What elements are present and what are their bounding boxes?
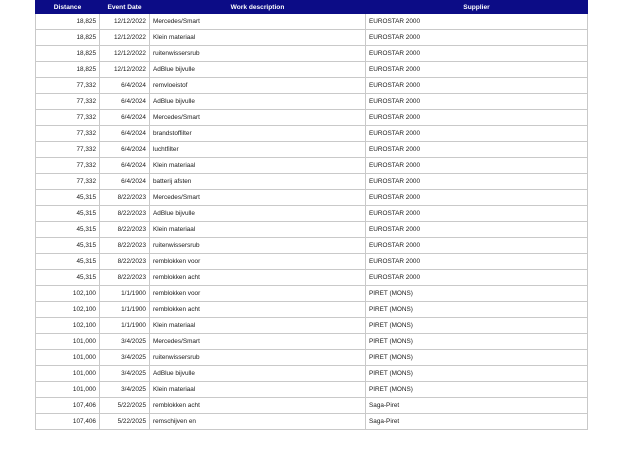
cell-distance: 77,332 <box>36 174 100 190</box>
cell-supplier: EUROSTAR 2000 <box>366 46 588 62</box>
table-row[interactable] <box>36 238 588 254</box>
cell-distance: 101,000 <box>36 382 100 398</box>
header-distance[interactable]: Distance <box>36 1 100 14</box>
table-row[interactable] <box>36 382 588 398</box>
table-row[interactable] <box>36 398 588 414</box>
cell-event-date: 1/1/1900 <box>100 286 150 302</box>
cell-event-date: 12/12/2022 <box>100 62 150 78</box>
cell-distance: 18,825 <box>36 30 100 46</box>
cell-supplier: EUROSTAR 2000 <box>366 14 588 30</box>
cell-supplier: PIRET (MONS) <box>366 350 588 366</box>
cell-supplier: Saga-Piret <box>366 414 588 430</box>
cell-distance: 77,332 <box>36 78 100 94</box>
cell-event-date: 8/22/2023 <box>100 238 150 254</box>
cell-work-description: Klein materiaal <box>150 382 366 398</box>
cell-supplier: EUROSTAR 2000 <box>366 126 588 142</box>
cell-supplier: EUROSTAR 2000 <box>366 142 588 158</box>
cell-distance: 45,315 <box>36 270 100 286</box>
table-row[interactable] <box>36 78 588 94</box>
table-body <box>36 14 588 430</box>
cell-distance: 45,315 <box>36 254 100 270</box>
cell-supplier: PIRET (MONS) <box>366 366 588 382</box>
cell-event-date: 1/1/1900 <box>100 302 150 318</box>
cell-event-date: 8/22/2023 <box>100 190 150 206</box>
cell-supplier: EUROSTAR 2000 <box>366 94 588 110</box>
cell-event-date: 6/4/2024 <box>100 142 150 158</box>
cell-work-description: remblokken acht <box>150 398 366 414</box>
cell-supplier: EUROSTAR 2000 <box>366 206 588 222</box>
cell-event-date: 5/22/2025 <box>100 414 150 430</box>
cell-work-description: remblokken acht <box>150 270 366 286</box>
cell-event-date: 8/22/2023 <box>100 206 150 222</box>
cell-supplier: EUROSTAR 2000 <box>366 30 588 46</box>
table-header <box>36 1 588 14</box>
cell-work-description: remblokken voor <box>150 286 366 302</box>
cell-work-description: brandstoffilter <box>150 126 366 142</box>
cell-work-description: Klein materiaal <box>150 318 366 334</box>
cell-supplier: EUROSTAR 2000 <box>366 110 588 126</box>
cell-distance: 102,100 <box>36 286 100 302</box>
table-row[interactable] <box>36 174 588 190</box>
cell-supplier: EUROSTAR 2000 <box>366 78 588 94</box>
cell-work-description: remblokken acht <box>150 302 366 318</box>
header-supplier[interactable]: Supplier <box>366 1 588 14</box>
cell-work-description: luchtfilter <box>150 142 366 158</box>
cell-distance: 77,332 <box>36 126 100 142</box>
cell-event-date: 8/22/2023 <box>100 254 150 270</box>
cell-work-description: AdBlue bijvulle <box>150 366 366 382</box>
cell-supplier: EUROSTAR 2000 <box>366 158 588 174</box>
cell-distance: 107,406 <box>36 414 100 430</box>
cell-distance: 18,825 <box>36 62 100 78</box>
cell-supplier: PIRET (MONS) <box>366 334 588 350</box>
cell-supplier: EUROSTAR 2000 <box>366 190 588 206</box>
maintenance-table <box>35 0 588 430</box>
cell-event-date: 5/22/2025 <box>100 398 150 414</box>
cell-distance: 18,825 <box>36 14 100 30</box>
cell-supplier: EUROSTAR 2000 <box>366 270 588 286</box>
cell-distance: 101,000 <box>36 334 100 350</box>
cell-supplier: EUROSTAR 2000 <box>366 62 588 78</box>
cell-distance: 107,406 <box>36 398 100 414</box>
cell-event-date: 6/4/2024 <box>100 158 150 174</box>
table-row[interactable] <box>36 222 588 238</box>
cell-distance: 77,332 <box>36 94 100 110</box>
cell-supplier: EUROSTAR 2000 <box>366 174 588 190</box>
cell-distance: 77,332 <box>36 158 100 174</box>
cell-distance: 77,332 <box>36 142 100 158</box>
cell-event-date: 6/4/2024 <box>100 174 150 190</box>
cell-work-description: Klein materiaal <box>150 158 366 174</box>
table-row[interactable] <box>36 14 588 30</box>
cell-distance: 102,100 <box>36 302 100 318</box>
cell-supplier: PIRET (MONS) <box>366 302 588 318</box>
cell-work-description: ruitenwissersrub <box>150 46 366 62</box>
cell-event-date: 6/4/2024 <box>100 78 150 94</box>
table-row[interactable] <box>36 414 588 430</box>
cell-work-description: ruitenwissersrub <box>150 238 366 254</box>
cell-work-description: AdBlue bijvulle <box>150 94 366 110</box>
cell-work-description: remvloeistof <box>150 78 366 94</box>
table-row[interactable] <box>36 94 588 110</box>
table-row[interactable] <box>36 350 588 366</box>
cell-work-description: remschijven en <box>150 414 366 430</box>
cell-distance: 18,825 <box>36 46 100 62</box>
cell-work-description: batterij afsten <box>150 174 366 190</box>
header-work-description[interactable]: Work description <box>150 1 366 14</box>
cell-work-description: AdBlue bijvulle <box>150 206 366 222</box>
cell-work-description: Klein materiaal <box>150 30 366 46</box>
cell-distance: 45,315 <box>36 238 100 254</box>
cell-distance: 45,315 <box>36 206 100 222</box>
cell-distance: 101,000 <box>36 366 100 382</box>
cell-event-date: 12/12/2022 <box>100 14 150 30</box>
cell-event-date: 3/4/2025 <box>100 382 150 398</box>
cell-work-description: Mercedes/Smart <box>150 14 366 30</box>
cell-supplier: PIRET (MONS) <box>366 318 588 334</box>
table-row[interactable] <box>36 62 588 78</box>
cell-supplier: PIRET (MONS) <box>366 382 588 398</box>
cell-event-date: 3/4/2025 <box>100 334 150 350</box>
cell-supplier: PIRET (MONS) <box>366 286 588 302</box>
cell-work-description: Mercedes/Smart <box>150 110 366 126</box>
cell-work-description: ruitenwissersrub <box>150 350 366 366</box>
header-row <box>36 1 588 14</box>
table-row[interactable] <box>36 126 588 142</box>
cell-work-description: remblokken voor <box>150 254 366 270</box>
table-row[interactable] <box>36 190 588 206</box>
table-row[interactable] <box>36 110 588 126</box>
table-row[interactable] <box>36 254 588 270</box>
table-row[interactable] <box>36 142 588 158</box>
cell-event-date: 6/4/2024 <box>100 94 150 110</box>
maintenance-table-sheet <box>35 0 587 430</box>
cell-event-date: 12/12/2022 <box>100 30 150 46</box>
table-row[interactable] <box>36 318 588 334</box>
table-row[interactable] <box>36 286 588 302</box>
cell-supplier: Saga-Piret <box>366 398 588 414</box>
cell-work-description: Mercedes/Smart <box>150 334 366 350</box>
cell-work-description: AdBlue bijvulle <box>150 62 366 78</box>
cell-event-date: 3/4/2025 <box>100 350 150 366</box>
cell-event-date: 1/1/1900 <box>100 318 150 334</box>
cell-distance: 77,332 <box>36 110 100 126</box>
header-event-date[interactable]: Event Date <box>100 1 150 14</box>
cell-supplier: EUROSTAR 2000 <box>366 238 588 254</box>
cell-distance: 101,000 <box>36 350 100 366</box>
table-row[interactable] <box>36 270 588 286</box>
cell-distance: 102,100 <box>36 318 100 334</box>
cell-supplier: EUROSTAR 2000 <box>366 254 588 270</box>
table-row[interactable] <box>36 158 588 174</box>
cell-distance: 45,315 <box>36 190 100 206</box>
table-row[interactable] <box>36 46 588 62</box>
cell-event-date: 6/4/2024 <box>100 126 150 142</box>
cell-event-date: 12/12/2022 <box>100 46 150 62</box>
table-row[interactable] <box>36 302 588 318</box>
cell-work-description: Klein materiaal <box>150 222 366 238</box>
cell-work-description: Mercedes/Smart <box>150 190 366 206</box>
table-row[interactable] <box>36 206 588 222</box>
cell-supplier: EUROSTAR 2000 <box>366 222 588 238</box>
cell-event-date: 3/4/2025 <box>100 366 150 382</box>
table-row[interactable] <box>36 30 588 46</box>
table-row[interactable] <box>36 334 588 350</box>
table-row[interactable] <box>36 366 588 382</box>
cell-event-date: 6/4/2024 <box>100 110 150 126</box>
cell-event-date: 8/22/2023 <box>100 270 150 286</box>
cell-distance: 45,315 <box>36 222 100 238</box>
cell-event-date: 8/22/2023 <box>100 222 150 238</box>
